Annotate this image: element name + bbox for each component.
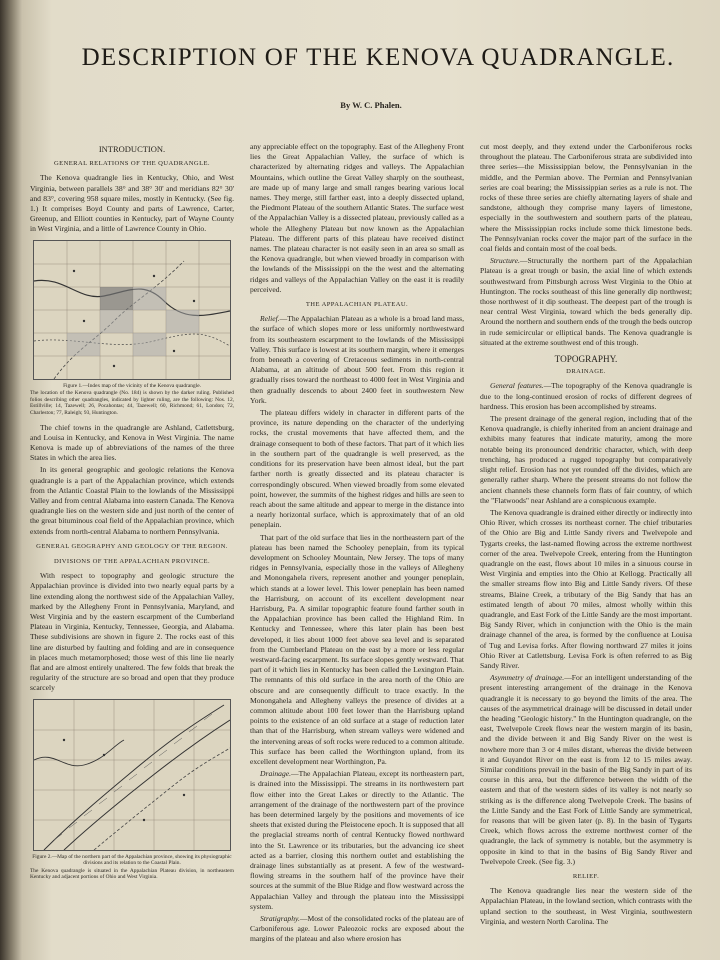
figure-1-caption: Figure 1.—Index map of the vicinity of the Kenova quadrangle. — [63, 382, 201, 389]
figure-1-index-map — [33, 240, 231, 380]
author-line: By W. C. Phalen. — [340, 100, 402, 110]
run-in-heading: Asymmetry of drainage. — [490, 673, 565, 683]
paragraph: The plateau differs widely in character in different parts of the province, its nature depending on the character of the underlying rocks, the crustal movements that have affected them, and the drainage consequent to both of these factors. That part of it which lies in the southern part of the quadrangle is well preserved, as the conditions for its preservation have been almost ideal, but the part farther north is greatly dissected and its plateau character is correspondingly obscured. When viewed broadly from some elevated point, however, the summits of the highest ridges and hills are seen to reach about the same altitude and appear to merge in the distance into a nearly horizontal surface, which is approximately that of an old peneplain. — [250, 408, 464, 530]
column-3 — [480, 142, 692, 957]
heading-general-geography: GENERAL GEOGRAPHY AND GEOLOGY OF THE REGION. — [36, 542, 228, 550]
paragraph: The present drainage of the general region, including that of the Kenova quadrangle, is chiefly inherited from an ancient drainage and exhibits many features that indicate maturity, among the more notable being its pronounced dendritic character, which, with deep trenching, has produced a rugged topography but comparatively slight relief. Erosion has not yet rounded off the divides, which are generally rather sharp. Where the present streams do not follow the ancient channels these channels form flats of fair country, of which the "Flatwoods" near Ashland are a conspicuous example. — [480, 414, 692, 505]
book-spine-shadow — [0, 0, 22, 960]
paragraph: The Kenova quadrangle lies near the western side of the Appalachian Plateau, in the lowland section, which contrasts with the upland section to the southeast, in West Virginia, southwestern Virginia, and western North Carolina. The — [480, 886, 692, 926]
paragraph: That part of the old surface that lies in the northeastern part of the plateau has been named the Schooley peneplain, from its typical development on Schooley Mountain, New Jersey. The tops of many ridges in Pennsylvania, especially those in the valleys of Allegheny and Monongahela rivers, represent another and younger peneplain, which stands at a lower level. This lower peneplain has been named the Harrisburg, on account of its excellent development near Harrisburg, Pa. A similar topographic feature found farther south in the Appalachian province has been called the Highland Rim. In Kentucky and Tennessee, where this later plain has been best developed, it lies about 1000 feet above sea level and is separated from the Cumberland Plateau on the east by a more or less regular westward-facing escarpment. Its surface slopes gently westward. That part of it which lies in Kentucky has been called the Lexington Plain. The remnants of this old surface in the area north of the Ohio are obscure and are consequently difficult to trace exactly. In the Monongahela and Allegheny valleys the presence of divides at a common altitude about 100 feet lower than the Harrisburg upland points to the existence of an old surface at a stage of reduction later than that of the Harrisburg, when stream valleys were widened and the intervening areas of soft rocks were reduced to a common altitude. This surface has been called the Worthington upland, from its excellent development near Worthington, Pa. — [250, 532, 464, 766]
paragraph-stratigraphy: Stratigraphy.—Most of the consolidated rocks of the plateau are of Carboniferous age. Lower Paleozoic rocks are exposed about the margins of the plateau and also where erosion has — [250, 914, 464, 944]
page-title: DESCRIPTION OF THE KENOVA QUADRANGLE. — [81, 44, 675, 71]
paragraph-structure: Structure.—Structurally the northern part of the Appalachian Plateau is a great trough or basin, the axial line of which extends southwestward from Pittsburgh across West Virginia to the Ohio at Huntington. The rocks southeast of this line generally dip northwest; those northwest of it dip southeast. The deepest part of the trough is near central West Virginia, toward which the beds generally dip. Around the northern and southern ends of the trough the beds outcrop in rude semicircular or elliptical bands. The Kenova quadrangle is situated at the extreme southwest end of this trough. — [480, 256, 692, 347]
paragraph-asymmetry: Asymmetry of drainage.—For an intelligent understanding of the present interesting arrangement of the drainage in the Kenova quadrangle it is necessary to go beyond the limits of the area. The causes of the asymmetrical drainage will be discussed in detail under the heading "Geologic history." In the Huntington quadrangle, on the east, Twelvepole Creek flows near the western margin of its basin, and the divide between it and Big Sandy River on the west is nowhere more than 3 or 4 miles distant, whereas the divide between it and Guyandot River on the east is from 12 to 15 miles away. Similar conditions prevail in the basin of the Big Sandy in part of its course in this area, but the difference between the width of the eastern and that of the western sides of its valley is not nearly so striking as is the difference along Twelvepole Creek. The basins of the Little Sandy and the East Fork of Little Sandy are symmetrical, for reasons that will be given later (p. 8). In the basin of Tygarts Creek, which flows across the extreme northwest corner of the quadrangle, the lack of symmetry is notable, but the asymmetry is opposite in kind to that in the basins of Big Sandy River and Twelvepole Creek. (See fig. 3.) — [480, 673, 692, 866]
run-in-heading: Drainage. — [260, 769, 292, 779]
heading-general-relations: GENERAL RELATIONS OF THE QUADRANGLE. — [54, 160, 210, 168]
heading-introduction: INTRODUCTION. — [98, 144, 166, 154]
heading-appalachian-plateau: THE APPALACHIAN PLATEAU. — [305, 301, 409, 309]
paragraph: cut most deeply, and they extend under the Carboniferous rocks throughout the plateau. The Carboniferous strata are subdivided into three series—the Mississippian below, the Pennsylvanian in the middle, and the Permian above. The Permian and Pennsylvanian series are coal bearing; the Mississippian series as a rule is not. The rocks of these three series are chiefly alternating layers of shale and sandstone, although they comprise many layers of limestone, especially in the southwestern and southern parts of the plateau, where the Mississippian rocks include some thick limestone beds. The Pennsylvanian rocks cover the major part of the surface in the coal fields and contain most of the coal beds. — [480, 142, 692, 254]
heading-topography: TOPOGRAPHY. — [554, 354, 618, 365]
paragraph: With respect to topography and geologic structure the Appalachian province is divided into two nearly equal parts by a line extending along the northwest side of the Appalachian Valley, marked by the Allegheny Front in Pennsylvania, Maryland, and West Virginia and by the eastern escarpment of the Cumberland Plateau in Virginia, Kentucky, Tennessee, Georgia, and Alabama. These subdivisions are shown in figure 2. The rocks east of this line are disturbed by faulting and folding and are in consequence in places much metamorphosed; those west of this line lie nearly flat and are almost entirely unaltered. The few folds that break the regularity of the structure are so broad and open that they produce scarcely — [30, 571, 234, 693]
paragraph: The chief towns in the quadrangle are Ashland, Catlettsburg, and Louisa in Kentucky, and Kenova in West Virginia. The name Kenova is made up of abbreviations of the names of the three States in which the area lies. — [30, 422, 234, 463]
paragraph: any appreciable effect on the topography. East of the Allegheny Front lies the Great Appalachian Valley, the surface of which is characterized by alternating ridges and valleys. The Appalachian Mountains, which outline the Great Valley sharply on the southeast, are made up of many large and small ranges bearing various local names. They merge, still farther east, into a deeply dissected upland, the Piedmont Plateau of the southern Atlantic States. The surface west of the Appalachian Valley is a dissected plateau, previously called as a whole the Allegheny Plateau but now known as the Appalachian Plateau. The different parts of this plateau have received distinct names. The plateau character is not easily seen in an area so small as the Kenova quadrangle, but when viewed broadly in comparison with the lowlands of the Mississippi on the the west and the alternating ridges and valleys of the Appalachian Valley on the east it is readily perceived. — [250, 142, 464, 294]
heading-drainage: DRAINAGE. — [566, 368, 606, 376]
figure-1-note: The location of the Kenova quadrangle (No. 184) is shown by the darker ruling. Published folios describing other quadrangles, indicated by lighter ruling, are the following: Nos. 12, Estillville; 14, Tazewell; 26, Pocahontas; 44, Tazewell; 60, Richmond; 61, London; 72, Charleston; 77, Raleigh; 93, Huntington. — [30, 390, 234, 416]
heading-divisions: DIVISIONS OF THE APPALACHIAN PROVINCE. — [53, 558, 211, 566]
province-map-drawing — [34, 700, 230, 850]
paragraph: The Kenova quadrangle is drained either directly or indirectly into Ohio River, which crosses its northeast corner. The chief tributaries of the Ohio are Big and Little Sandy rivers and Twelvepole and Tygarts creeks, the last-named flowing across the extreme northwest corner of the area. Twelvepole Creek, entering from the Huntington quadrangle on the east, flows about 10 miles in a sinuous course in West Virginia and empties into the Ohio at Kellogg. Practically all the smaller streams flow into Big and Little Sandy rivers. Of these streams, Blaine Creek, a tributary of the Big Sandy that has an estimated length of about 70 miles, almost wholly within this quadrangle, and East Fork of the Little Sandy are the most important. Big Sandy River, which in conjunction with the Ohio is the main drainage channel of the area, is formed by the confluence at Louisa of Tug and Levisa forks. After flowing northward 27 miles it joins Ohio River at Catlettsburg. Levisa Fork is often referred to as Big Sandy River. — [480, 507, 692, 670]
paragraph: In its general geographic and geologic relations the Kenova quadrangle is a part of the Appalachian province, which extends from the Atlantic Coastal Plain to the lowlands of the Mississippi Valley and from central Alabama into eastern Canada. The Kenova quadrangle lies on the western side and just north of the center of the great bituminous coal field of the Appalachian province, which extends from north-central Alabama to northern Pennsylvania. — [30, 465, 234, 536]
run-in-heading: Relief. — [260, 314, 280, 324]
column-1 — [30, 142, 234, 957]
figure-2-caption: Figure 2.—Map of the northern part of the Appalachian province, showing its physiographic divisions and its relation to the Coastal Plain. — [32, 853, 232, 867]
run-in-heading: Stratigraphy. — [260, 914, 300, 924]
figure-2-province-map — [33, 699, 231, 851]
paragraph-relief: Relief.—The Appalachian Plateau as a whole is a broad land mass, the surface of which slopes more or less uniformly northwestward from its southeastern escarpment to the lowlands of the Mississippi Valley. This surface is lowest at its southern margin, where it emerges from beneath a covering of Cretaceous sediments in north-central Alabama, at an altitude of about 500 feet. From this region it gradually rises toward the northeast to 4000 feet in West Virginia and then gradually descends to about 2400 feet in southwestern New York. — [250, 314, 464, 405]
column-2 — [250, 142, 464, 957]
run-in-heading: Structure. — [490, 256, 520, 266]
paragraph: The Kenova quadrangle lies in Kentucky, Ohio, and West Virginia, between parallels 38° and 38° 30' and meridians 82° 30' and 83°, covering 958 square miles, mostly in Kentucky. (See fig. 1.) It comprises Boyd County and parts of Lawrence, Carter, Greenup, and Elliott counties in Kentucky, part of Wayne County in West Virginia, and a little of Lawrence County in Ohio. — [30, 173, 234, 234]
paragraph-drainage: Drainage.—The Appalachian Plateau, except its northeastern part, is drained into the Mississippi. The streams in its northwestern part flow either into the Great Lakes or directly to the Atlantic. The arrangement of the drainage of the northwestern part of the province has been determined largely by the positions and movements of ice sheets that existed during the Pleistocene epoch. It is supposed that all the preglacial streams north of central Kentucky flowed northward into the St. Lawrence or its tributaries, but the advancing ice sheet acted as a barrier, closing this northern outlet and establishing the drainage lines substantially as at present. A few of the westward-flowing streams in the southern half of the province have their sources at the summit of the Blue Ridge and flow westward across the Appalachian Valley and through the plateau into the Mississippi system. — [250, 769, 464, 911]
run-in-heading: General features. — [490, 381, 544, 391]
heading-relief: RELIEF. — [572, 873, 600, 881]
document-page — [22, 0, 720, 960]
figure-2-note: The Kenova quadrangle is situated in the Appalachian Plateau division, in northeastern Kentucky and adjacent portions of Ohio and West Virginia. — [30, 867, 234, 881]
index-map-drawing — [34, 241, 230, 379]
paragraph-general-features: General features.—The topography of the Kenova quadrangle is due to the long-continued erosion of rocks of different degrees of hardness. This erosion has been accomplished by streams. — [480, 381, 692, 411]
